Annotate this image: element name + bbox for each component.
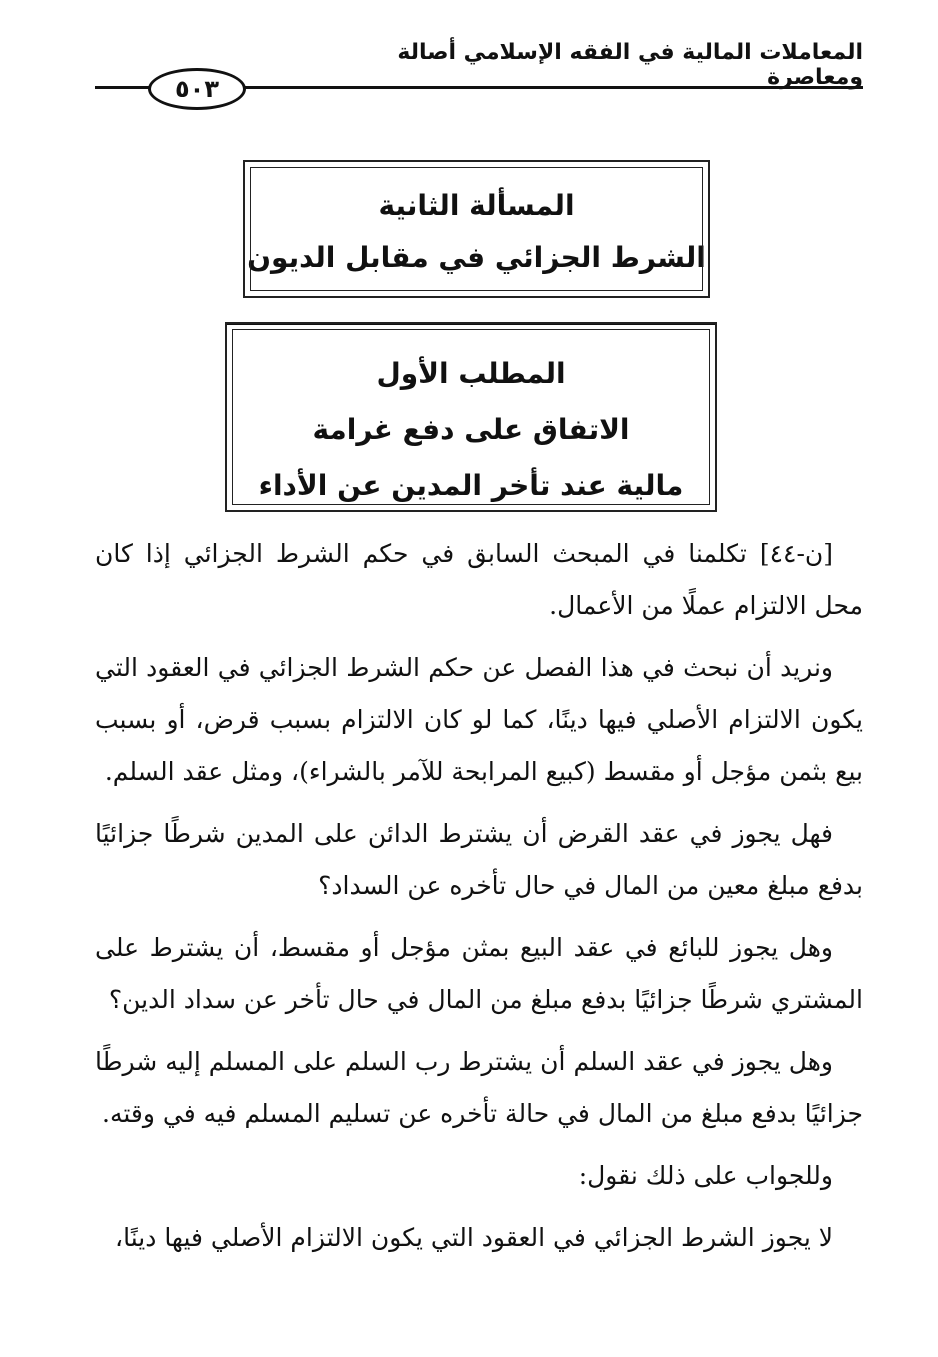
subsection-label: المطلب الأول — [376, 357, 566, 390]
body-text — [95, 528, 863, 1274]
paragraph: وهل يجوز في عقد السلم أن يشترط رب السلم على المسلم إليه شرطًا جزائيًا بدفع مبلغ من المال في حالة تأخره عن تسليم المسلم فيه في وقته. — [95, 1047, 863, 1128]
paragraph: وهل يجوز للبائع في عقد البيع بمثن مؤجل أو مقسط، أن يشترط على المشتري شرطًا جزائيًا بدفع مبلغ من المال في حال تأخر عن سداد الدين؟ — [95, 933, 863, 1014]
paragraph: وللجواب على ذلك نقول: — [578, 1161, 833, 1190]
paragraph: [ن-٤٤] تكلمنا في المبحث السابق في حكم الشرط الجزائي إذا كان محل الالتزام عملًا من الأعمال. — [95, 539, 863, 620]
running-header-title: المعاملات المالية في الفقه الإسلامي أصالة ومعاصرة — [397, 40, 863, 90]
subsection-title-box — [225, 322, 717, 512]
paragraph: فهل يجوز في عقد القرض أن يشترط الدائن على المدين شرطًا جزائيًا بدفع مبلغ معين من المال في حال تأخره عن السداد؟ — [95, 819, 863, 900]
section-title-box — [243, 160, 710, 298]
section-label: المسألة الثانية — [378, 189, 575, 222]
paragraph: ونريد أن نبحث في هذا الفصل عن حكم الشرط الجزائي في العقود التي يكون الالتزام الأصلي فيها دينًا، كما لو كان الالتزام بسبب قرض، أو بسبب بيع بثمن مؤجل أو مقسط (كبيع المرابحة للآمر بالشراء)، ومثل عقد السلم. — [95, 653, 863, 786]
subsection-title-line-2: مالية عند تأخر المدين عن الأداء — [258, 469, 684, 502]
page-number: ٥٠٣ — [148, 68, 246, 110]
section-title: الشرط الجزائي في مقابل الديون — [247, 241, 706, 274]
paragraph: لا يجوز الشرط الجزائي في العقود التي يكون الالتزام الأصلي فيها دينًا، — [115, 1223, 833, 1252]
subsection-title-line-1: الاتفاق على دفع غرامة — [312, 413, 630, 446]
